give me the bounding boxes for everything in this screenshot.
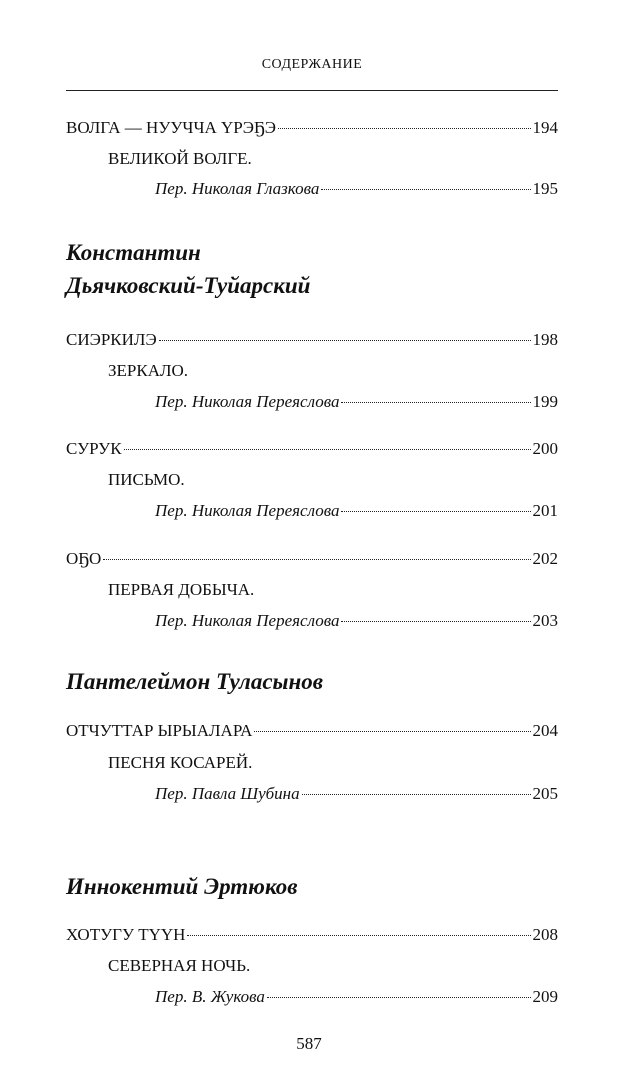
toc-entry — [66, 548, 558, 570]
dot-leader — [341, 511, 530, 512]
translator-credit: Пер. Павла Шубина — [155, 784, 300, 803]
entry-page: 203 — [532, 611, 558, 630]
entry-page: 208 — [532, 925, 558, 944]
translator-credit: Пер. В. Жукова — [155, 987, 265, 1006]
toc-entry — [155, 500, 558, 522]
author-heading: Дьячковский-Туйарский — [66, 273, 311, 298]
entry-page: 209 — [532, 987, 558, 1006]
dot-leader — [254, 731, 530, 732]
toc-entry — [155, 391, 558, 413]
dot-leader — [341, 402, 530, 403]
entry-page: 205 — [532, 784, 558, 803]
toc-entry — [155, 783, 558, 805]
translator-credit: Пер. Николая Переяслова — [155, 501, 340, 520]
toc-entry — [66, 329, 558, 351]
translation-title: ПЕСНЯ КОСАРЕЙ. — [108, 753, 253, 772]
translation-title: ВЕЛИКОЙ ВОЛГЕ. — [108, 149, 252, 168]
toc-entry — [155, 986, 558, 1008]
entry-page: 200 — [532, 439, 558, 458]
toc-entry — [66, 117, 558, 139]
author-heading: Пантелеймон Туласынов — [66, 669, 324, 694]
author-heading: Константин — [66, 240, 201, 265]
author-heading: Иннокентий Эртюков — [66, 874, 298, 899]
translation-title: ПИСЬМО. — [108, 470, 185, 489]
entry-title: ОТЧУТТАР ЫРЫАЛАРА — [66, 721, 253, 740]
translator-credit: Пер. Николая Переяслова — [155, 392, 340, 411]
dot-leader — [103, 559, 530, 560]
toc-entry — [66, 720, 558, 742]
toc-entry — [155, 610, 558, 632]
dot-leader — [278, 128, 531, 129]
toc-entry — [155, 178, 558, 200]
dot-leader — [302, 794, 531, 795]
translator-credit: Пер. Николая Глазкова — [155, 179, 320, 198]
entry-page: 204 — [532, 721, 558, 740]
dot-leader — [341, 621, 530, 622]
entry-page: 194 — [532, 118, 558, 137]
entry-page: 202 — [532, 549, 558, 568]
translation-title: ПЕРВАЯ ДОБЫЧА. — [108, 580, 255, 599]
entry-title: ВОЛГА — НУУЧЧА ҮРЭҔЭ — [66, 118, 276, 137]
entry-page: 198 — [532, 330, 558, 349]
entry-title: СИЭРКИЛЭ — [66, 330, 157, 349]
translation-title: СЕВЕРНАЯ НОЧЬ. — [108, 956, 251, 975]
entry-page: 201 — [532, 501, 558, 520]
running-head: СОДЕРЖАНИЕ — [261, 57, 363, 72]
header-rule — [66, 90, 558, 91]
entry-page: 195 — [532, 179, 558, 198]
dot-leader — [159, 340, 531, 341]
translation-title: ЗЕРКАЛО. — [108, 361, 189, 380]
entry-title: ХОТУГУ ТҮҮН — [66, 925, 186, 944]
dot-leader — [267, 997, 531, 998]
dot-leader — [321, 189, 530, 190]
entry-title: СУРУК — [66, 439, 122, 458]
toc-entry — [66, 924, 558, 946]
dot-leader — [124, 449, 531, 450]
toc-entry — [66, 438, 558, 460]
dot-leader — [187, 935, 530, 936]
entry-title: ОҔО — [66, 549, 102, 568]
page-number: 587 — [296, 1034, 322, 1053]
entry-page: 199 — [532, 392, 558, 411]
translator-credit: Пер. Николая Переяслова — [155, 611, 340, 630]
